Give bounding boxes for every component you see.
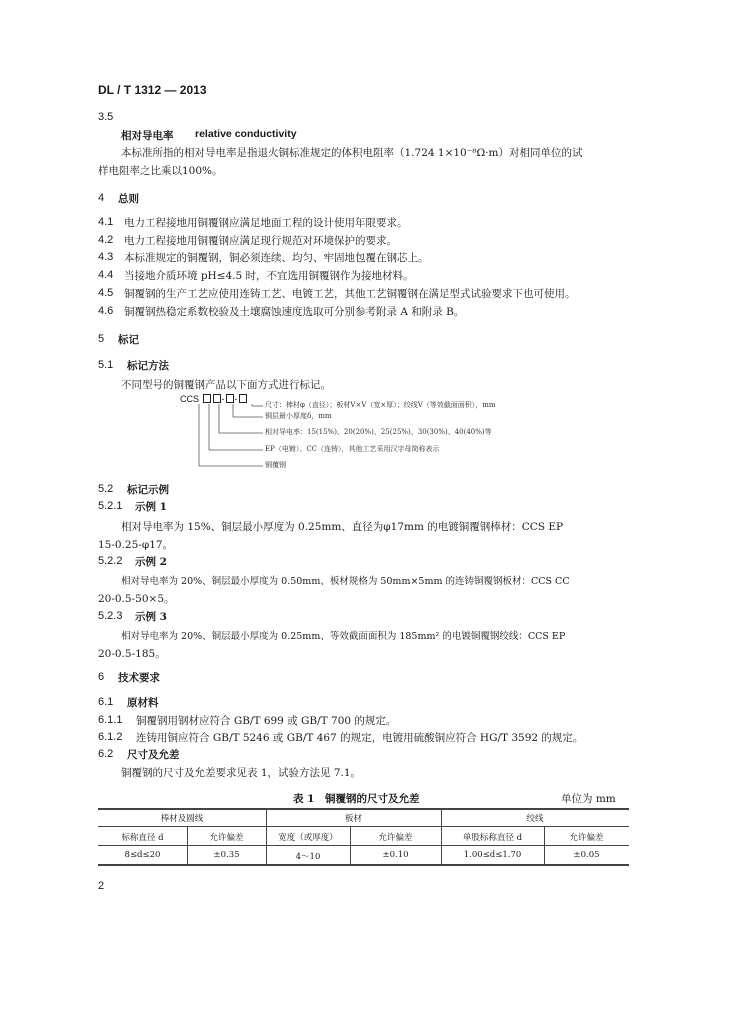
table-cell: 4～10	[295, 852, 321, 862]
section-6-1-2-number: 6.1.2	[98, 731, 123, 743]
section-6-1-2-text: 连铸用铜应符合 GB/T 5246 或 GB/T 467 的规定，电镀用硫酸铜应符合 HG/T 3592 的规定。	[136, 732, 584, 744]
placeholder-box	[203, 394, 211, 403]
marking-label-process: EP（电镀）、CC（连铸），其他工艺采用汉字母简称表示	[265, 445, 440, 453]
item-4-5-number: 4.5	[98, 287, 114, 299]
example-2-number: 5.2.2	[98, 555, 123, 567]
example-1-line-2: 15-0.25-φ17。	[98, 539, 174, 551]
item-4-4-text: 当接地介质环境 pH≤4.5 时，不宜选用铜覆钢作为接地材料。	[124, 270, 414, 282]
item-4-4-number: 4.4	[98, 269, 114, 281]
example-2-line-1: 相对导电率为 20%、铜层最小厚度为 0.50mm、板材规格为 50mm×5mm 的连铸铜覆钢板材：CCS CC	[121, 576, 570, 587]
section-4-title: 总则	[118, 193, 139, 205]
section-6-1-number: 6.1	[98, 696, 114, 708]
marking-label-size: 尺寸：棒材φ（直径）；板材V×V（宽×厚）；绞线V（等效截面面积），mm	[265, 401, 496, 409]
item-4-1-text: 电力工程接地用铜覆钢应满足地面工程的设计使用年限要求。	[124, 217, 408, 229]
section-5-1-number: 5.1	[98, 359, 114, 371]
table-column-header: 允许偏差	[569, 833, 604, 843]
table-cell: 8≤d≤20	[124, 850, 161, 860]
table-column-header: 宽度（或厚度）	[278, 833, 338, 843]
marking-label-thickness: 铜层最小厚度δ，mm	[265, 412, 332, 420]
term-chinese: 相对导电率	[121, 130, 174, 142]
marking-separator: -	[234, 394, 238, 404]
item-4-2-number: 4.2	[98, 234, 114, 246]
marking-separator: -	[221, 394, 225, 404]
marking-label-conductivity: 相对导电率：15(15%)、20(20%)、25(25%)、30(30%)、40(40%)等	[265, 428, 492, 436]
example-2-line-2: 20-0.5-50×5。	[98, 593, 175, 605]
definition-line-2: 样电阻率之比乘以100%。	[98, 165, 223, 177]
item-4-1-number: 4.1	[98, 216, 114, 228]
item-4-5-text: 铜覆钢的生产工艺应使用连铸工艺、电镀工艺，其他工艺铜覆钢在满足型式试验要求下也可使用。	[124, 288, 576, 300]
section-5-title: 标记	[118, 334, 139, 346]
section-5-2-title: 标记示例	[127, 484, 169, 496]
document-code: DL / T 1312 — 2013	[98, 83, 207, 97]
section-6-number: 6	[98, 671, 105, 683]
example-3-line-1: 相对导电率为 20%、铜层最小厚度为 0.25mm、等效截面面积为 185mm² 的电镀铜覆钢绞线：CCS EP	[121, 631, 566, 642]
definition-line-1: 本标准所指的相对导电率是指退火铜标准规定的体积电阻率（1.724 1×10⁻⁸Ω·m）对相同单位的试	[121, 147, 583, 159]
table-cell: ±0.05	[573, 850, 600, 860]
section-6-1-title: 原材料	[127, 697, 159, 709]
placeholder-box	[239, 394, 247, 403]
section-6-title: 技术要求	[118, 672, 160, 684]
item-4-6-number: 4.6	[98, 305, 114, 317]
section-5-number: 5	[98, 333, 105, 345]
marking-prefix: CCS	[180, 394, 200, 404]
section-6-1-1-number: 6.1.1	[98, 714, 123, 726]
table-cell: ±0.10	[382, 850, 409, 860]
section-6-2-title: 尺寸及允差	[127, 749, 180, 761]
table-column-header: 标称直径 d	[121, 833, 164, 843]
example-3-title: 示例 3	[135, 611, 167, 623]
table-unit: 单位为 mm	[561, 793, 616, 805]
example-1-line-1: 相对导电率为 15%、铜层最小厚度为 0.25mm、直径为φ17mm 的电镀铜覆钢棒材：CCS EP	[121, 521, 564, 533]
marking-leader-lines	[195, 404, 265, 468]
item-4-6-text: 铜覆钢热稳定系数校验及土壤腐蚀速度选取可分别参考附录 A 和附录 B。	[124, 306, 465, 318]
placeholder-box	[226, 394, 234, 403]
section-5-2-number: 5.2	[98, 483, 114, 495]
table-column-header: 单股标称直径 d	[462, 833, 523, 843]
section-5-1-intro: 不同型号的铜覆钢产品以下面方式进行标记。	[121, 379, 331, 391]
example-3-line-2: 20-0.5-185。	[98, 648, 166, 660]
table-group-header: 板材	[344, 814, 362, 824]
marking-label-product: 铜覆钢	[265, 461, 286, 469]
item-4-3-text: 本标准规定的铜覆钢，铜必须连续、均匀、牢固地包覆在钢芯上。	[124, 252, 429, 264]
section-6-2-text: 铜覆钢的尺寸及允差要求见表 1，试验方法见 7.1。	[121, 767, 362, 779]
section-6-2-number: 6.2	[98, 748, 114, 760]
table-group-header: 绞线	[526, 814, 544, 824]
table-bottom-rule	[98, 864, 629, 866]
table-rule	[98, 845, 629, 846]
example-1-title: 示例 1	[135, 501, 167, 513]
table-cell: 1.00≤d≤1.70	[463, 850, 522, 860]
section-5-1-title: 标记方法	[127, 360, 169, 372]
table-top-rule	[98, 808, 629, 810]
table-cell: ±0.35	[213, 850, 240, 860]
page-number: 2	[98, 880, 105, 892]
example-2-title: 示例 2	[135, 556, 167, 568]
example-1-number: 5.2.1	[98, 500, 123, 512]
term-english: relative conductivity	[195, 128, 297, 140]
table-column-header: 允许偏差	[378, 833, 413, 843]
section-3-5-number: 3.5	[98, 111, 114, 123]
table-group-header: 棒材及圆线	[160, 814, 204, 824]
section-6-1-1-text: 铜覆钢用钢材应符合 GB/T 699 或 GB/T 700 的规定。	[136, 715, 397, 727]
example-3-number: 5.2.3	[98, 610, 123, 622]
section-4-number: 4	[98, 192, 105, 204]
item-4-2-text: 电力工程接地用铜覆钢应满足现行规范对环境保护的要求。	[124, 235, 397, 247]
table-title: 表 1 铜覆钢的尺寸及允差	[293, 793, 420, 805]
table-column-header: 允许偏差	[209, 833, 244, 843]
table-rule	[98, 826, 629, 827]
placeholder-box	[213, 394, 221, 403]
item-4-3-number: 4.3	[98, 251, 114, 263]
